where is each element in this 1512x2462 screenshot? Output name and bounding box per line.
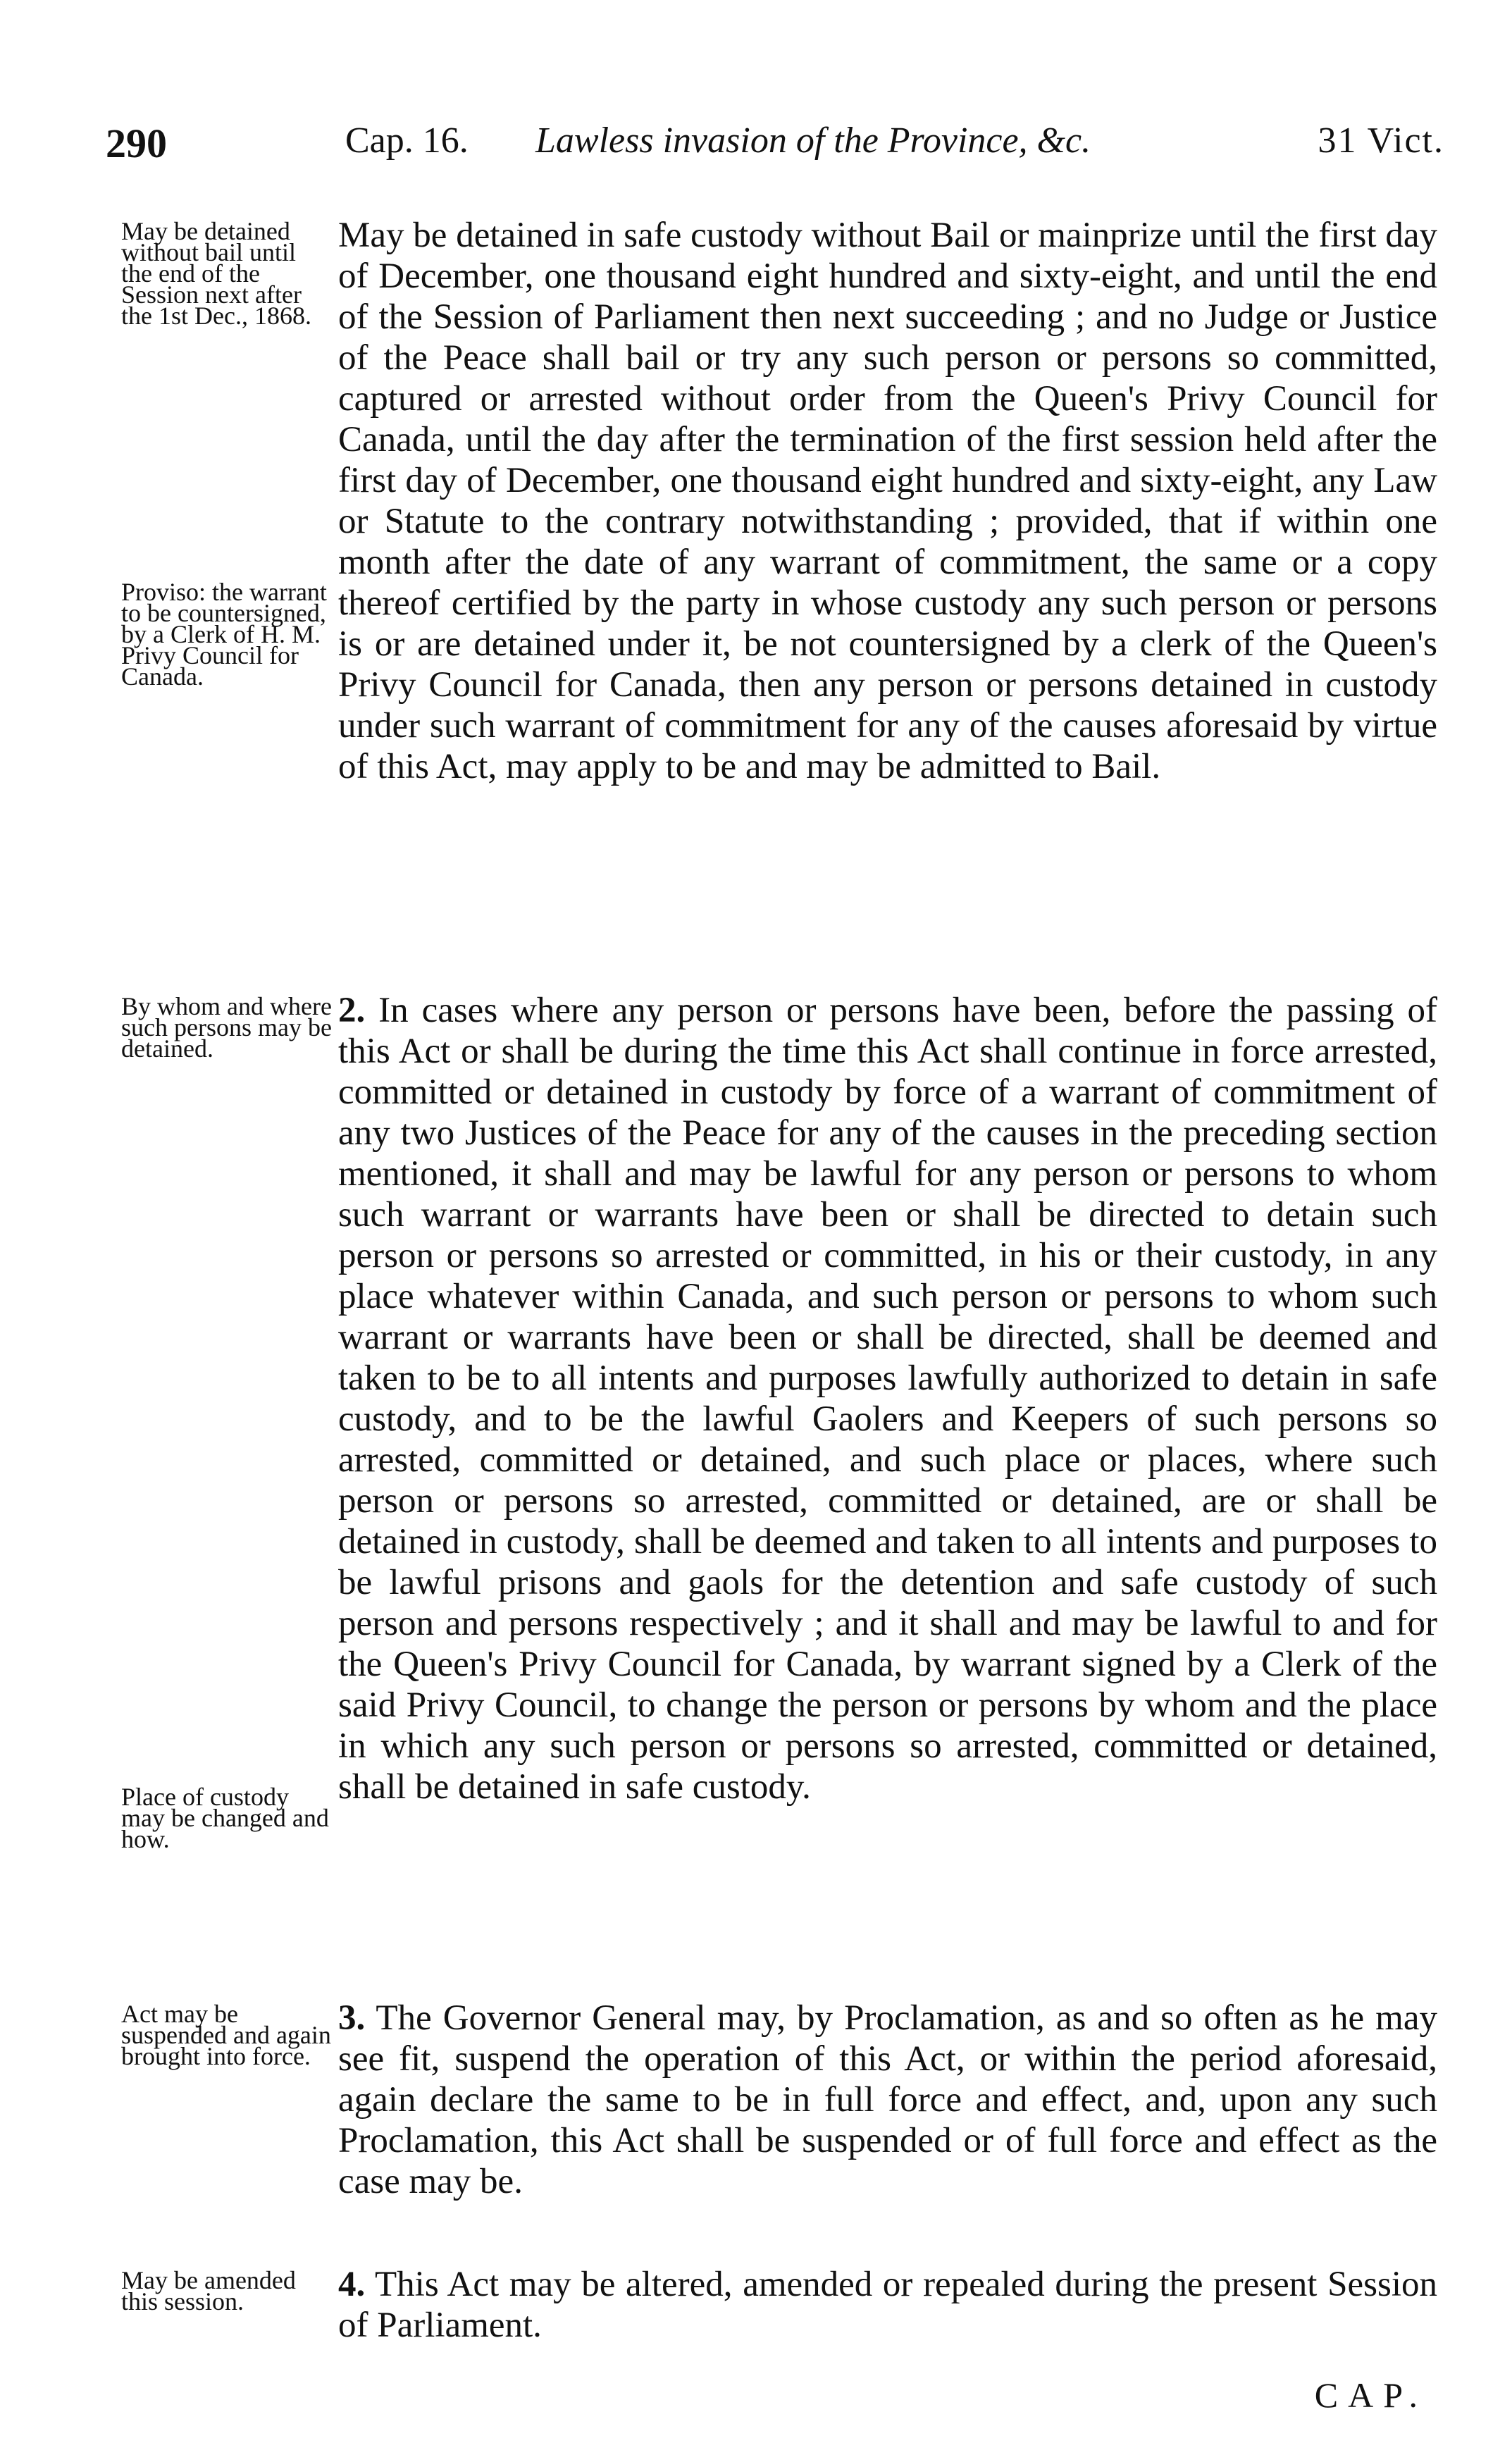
- margin-note-amendment: May be amended this session.: [121, 2266, 296, 2315]
- page-number: 290: [106, 120, 167, 166]
- section-2-text: [338, 990, 1437, 1807]
- margin-note-detained-without-bail: May be detained without bail until the end of the Session next after the 1st Dec., 1868.: [121, 217, 311, 330]
- chapter-label: Cap. 16.: [345, 120, 469, 161]
- margin-note-by-whom: By whom and where such persons may be detained.: [121, 992, 332, 1063]
- running-title: Lawless invasion of the Province, &c.: [535, 120, 1091, 161]
- paragraph-1: May be detained in safe custody without Bail or mainprize until the first day of December, one thousand eight hundred and sixty-eight, and until the end of the Session of Parliament then next succeeding ; and no Judge or Justice of the Peace shall bail or try any such person or persons so committed, captured or arrested without order from the Queen's Privy Council for Canada, until the day after the termination of the first session held after the first day of December, one thousand eight hundred and sixty-eight, any Law or Statute to the contrary notwithstanding ; provided, that if within one month after the date of any warrant of commitment, the same or a copy thereof certified by the party in whose custody any such person or persons is or are detained under it, be not countersigned by a clerk of the Queen's Privy Council for Canada, then any person or persons detained in custody under such warrant of commitment for any of the causes aforesaid by virtue of this Act, may apply to be and may be admitted to Bail.: [338, 216, 1437, 786]
- catchword: CAP.: [1314, 2375, 1427, 2415]
- section-2-body: In cases where any person or persons have been, before the passing of this Act or shall be during the time this Act shall continue in force arrested, committed or detained in custody by force of a warrant of commitment of any two Justices of the Peace for any of the causes in the preceding section mentioned, it shall and may be lawful for any person or persons to whom such warrant or warrants have been or shall be directed to detain such person or persons so arrested or committed, in his or their custody, in any place whatever within Canada, and such person or persons to whom such warrant or warrants have been or shall be directed, shall be deemed and taken to be to all intents and purposes lawfully authorized to detain in safe custody, and to be the lawful Gaolers and Keepers of such persons so arrested, committed or detained, and such place or places, where such person or persons so arrested, committed or detained, are or shall be detained in custody, shall be deemed and taken to all intents and purposes to be lawful prisons and gaols for the detention and safe custody of such person and persons respectively ; and it shall and may be lawful to and for the Queen's Privy Council for Canada, by warrant signed by a Clerk of the said Privy Council, to change the person or persons by whom and the place in which any such person or persons so arrested, committed or detained, shall be detained in safe custody.: [338, 991, 1438, 1807]
- running-header: [106, 120, 1444, 176]
- section-2-number: 2.: [338, 991, 366, 1030]
- section-4-number: 4.: [338, 2265, 366, 2304]
- section-3-body: The Governor General may, by Proclamation, as and so often as he may see fit, suspend the operation of this Act, or within the period aforesaid, again declare the same to be in full force and effect, and, upon any such Proclamation, this Act shall be suspended or of full force and effect as the case may be.: [338, 1998, 1437, 2201]
- section-3-number: 3.: [338, 1998, 366, 2038]
- section-4-text: [338, 2264, 1437, 2346]
- margin-note-suspension: Act may be suspended and again brought into force.: [121, 2000, 331, 2070]
- section-3-text: [338, 1998, 1437, 2202]
- margin-note-proviso: Proviso: the warrant to be countersigned, by a Clerk of H. M. Privy Council for Canada.: [121, 578, 327, 691]
- regnal-year: 31 Vict.: [1318, 120, 1444, 161]
- margin-note-place-of-custody: Place of custody may be changed and how.: [121, 1783, 329, 1853]
- section-4-body: This Act may be altered, amended or repealed during the present Session of Parliament.: [338, 2265, 1437, 2345]
